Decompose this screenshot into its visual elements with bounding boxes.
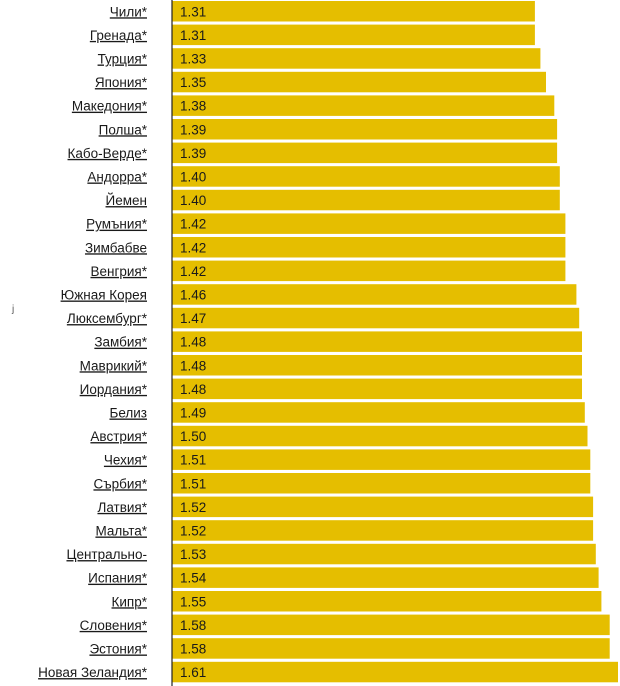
bar-8 xyxy=(172,166,560,187)
value-label-23: 1.52 xyxy=(180,523,207,539)
category-label-28[interactable]: Эстония* xyxy=(89,641,147,657)
bar-27 xyxy=(172,615,610,636)
value-label-20: 1.51 xyxy=(180,452,207,468)
value-label-26: 1.55 xyxy=(180,594,207,610)
bars-group xyxy=(172,1,618,682)
value-label-9: 1.40 xyxy=(180,193,207,209)
category-label-19[interactable]: Австрия* xyxy=(90,429,147,445)
value-label-13: 1.46 xyxy=(180,287,207,303)
value-label-16: 1.48 xyxy=(180,358,207,374)
category-label-27[interactable]: Словения* xyxy=(79,617,147,633)
category-label-9[interactable]: Йемен xyxy=(105,193,147,209)
value-label-27: 1.58 xyxy=(180,617,207,633)
bar-6 xyxy=(172,119,557,140)
category-label-26[interactable]: Кипр* xyxy=(111,594,147,610)
value-label-19: 1.50 xyxy=(180,429,207,445)
category-label-18[interactable]: Белиз xyxy=(109,405,147,421)
bar-21 xyxy=(172,473,590,494)
category-label-2[interactable]: Гренада* xyxy=(89,27,147,43)
category-label-12[interactable]: Венгрия* xyxy=(90,263,147,279)
value-label-14: 1.47 xyxy=(180,311,207,327)
value-label-28: 1.58 xyxy=(180,641,207,657)
bar-2 xyxy=(172,25,535,45)
value-labels-group xyxy=(180,4,207,680)
category-label-4[interactable]: Япония* xyxy=(94,75,147,91)
category-label-20[interactable]: Чехия* xyxy=(103,452,147,468)
category-label-3[interactable]: Турция* xyxy=(97,51,147,67)
category-label-14[interactable]: Люксембург* xyxy=(66,311,147,327)
category-label-21[interactable]: Сърбия* xyxy=(93,476,147,492)
value-label-7: 1.39 xyxy=(180,145,207,161)
value-label-12: 1.42 xyxy=(180,263,207,279)
value-label-24: 1.53 xyxy=(180,547,207,563)
bar-5 xyxy=(172,95,554,116)
bar-19 xyxy=(172,426,588,447)
value-label-6: 1.39 xyxy=(180,122,207,138)
bar-10 xyxy=(172,213,565,234)
category-label-13[interactable]: Южная Корея xyxy=(60,287,147,303)
bar-28 xyxy=(172,638,610,659)
category-label-15[interactable]: Замбия* xyxy=(94,334,147,350)
bar-3 xyxy=(172,48,540,68)
bar-11 xyxy=(172,237,565,258)
category-label-1[interactable]: Чили* xyxy=(109,4,147,20)
bar-9 xyxy=(172,190,560,211)
value-label-15: 1.48 xyxy=(180,334,207,350)
bar-7 xyxy=(172,143,557,164)
value-label-18: 1.49 xyxy=(180,405,207,421)
bar-26 xyxy=(172,591,601,612)
bar-23 xyxy=(172,520,593,541)
value-label-22: 1.52 xyxy=(180,499,207,515)
value-label-8: 1.40 xyxy=(180,169,207,185)
category-label-17[interactable]: Иордания* xyxy=(79,381,147,397)
bar-16 xyxy=(172,355,582,376)
value-label-2: 1.31 xyxy=(180,27,207,43)
value-label-3: 1.33 xyxy=(180,51,207,67)
value-label-4: 1.35 xyxy=(180,75,207,91)
category-labels-group xyxy=(38,4,148,680)
bar-15 xyxy=(172,331,582,352)
value-label-29: 1.61 xyxy=(180,665,207,681)
category-label-5[interactable]: Македония* xyxy=(71,98,147,114)
value-label-25: 1.54 xyxy=(180,570,207,586)
category-label-16[interactable]: Маврикий* xyxy=(79,358,147,374)
value-label-10: 1.42 xyxy=(180,216,207,232)
value-label-11: 1.42 xyxy=(180,240,207,256)
value-label-21: 1.51 xyxy=(180,476,207,492)
bar-12 xyxy=(172,261,565,282)
bar-1 xyxy=(172,1,535,22)
category-label-10[interactable]: Румъния* xyxy=(86,216,147,232)
category-label-22[interactable]: Латвия* xyxy=(97,499,147,515)
bar-24 xyxy=(172,544,596,565)
bar-20 xyxy=(172,449,590,470)
category-label-11[interactable]: Зимбабве xyxy=(84,240,147,256)
bar-4 xyxy=(172,72,546,93)
bar-13 xyxy=(172,284,576,305)
bar-17 xyxy=(172,379,582,400)
category-label-25[interactable]: Испания* xyxy=(88,570,147,586)
category-label-29[interactable]: Новая Зеландия* xyxy=(38,665,147,681)
bar-14 xyxy=(172,308,579,329)
side-axis-mark: j xyxy=(12,304,15,315)
value-label-17: 1.48 xyxy=(180,381,207,397)
bar-29 xyxy=(172,662,618,683)
category-label-24[interactable]: Центрально- xyxy=(66,547,147,563)
value-label-5: 1.38 xyxy=(180,98,207,114)
bar-18 xyxy=(172,402,585,423)
bar-25 xyxy=(172,567,599,588)
category-label-7[interactable]: Кабо-Верде* xyxy=(67,145,147,161)
category-label-23[interactable]: Мальта* xyxy=(95,523,147,539)
bar-22 xyxy=(172,497,593,517)
value-label-1: 1.31 xyxy=(180,4,207,20)
category-label-8[interactable]: Андорра* xyxy=(87,169,147,185)
category-label-6[interactable]: Полша* xyxy=(98,122,147,138)
